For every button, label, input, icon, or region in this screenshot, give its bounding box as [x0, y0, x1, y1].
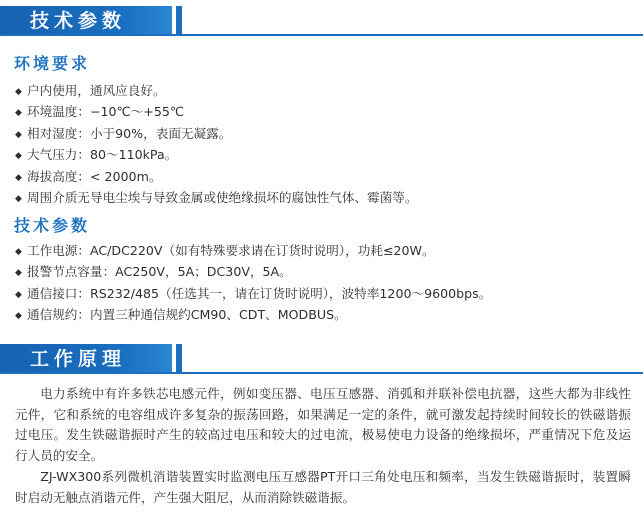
principle-paragraph-1: 电力系统中有许多铁芯电感元件，例如变压器、电压互感器、消弧和并联补偿电抗器，这些大都为非线性元件，它和系统的电容组成许多复杂的振荡回路，如果满足一定的条件，就可激发起持续时间较长的铁磁谐振过电压。发生铁磁谐振时产生的较高过电压和较大的过电流，极易使电力设备的绝缘损坏，严重情况下危及运行人员的安全。 — [15, 386, 631, 463]
technical-title: 技术参数 — [14, 216, 91, 235]
diamond-bullet-icon: ◆ — [15, 108, 22, 119]
tech-params-banner-rule — [0, 34, 643, 36]
principle-paragraph-2: ZJ-WX300系列微机消谐装置实时监测电压互感器PT开口三角处电压和频率，当发生铁磁谐振时，装置瞬时启动无触点消谐元件，产生强大阻尼，从而消除铁磁谐振。 — [15, 469, 631, 505]
list-item: ◆ 大气压力：80～110kPa。 — [15, 145, 417, 166]
environment-list — [15, 81, 417, 209]
diamond-bullet-icon: ◆ — [15, 268, 22, 279]
list-item: ◆ 通信接口：RS232/485（任选其一，请在订货时说明），波特率1200～9600bps。 — [15, 284, 491, 305]
diamond-bullet-icon: ◆ — [15, 151, 22, 162]
diamond-bullet-icon: ◆ — [15, 194, 22, 205]
list-item: ◆ 相对湿度：小于90%，表面无凝露。 — [15, 124, 417, 145]
working-principle-banner-title: 工作原理 — [30, 348, 127, 370]
list-item: ◆ 海拔高度：< 2000m。 — [15, 167, 417, 188]
list-item: ◆ 工作电源：AC/DC220V（如有特殊要求请在订货时说明），功耗≤20W。 — [15, 241, 491, 262]
diamond-bullet-icon: ◆ — [15, 87, 22, 97]
list-item: ◆ 户内使用，通风应良好。 — [15, 81, 417, 102]
list-item: ◆ 环境温度：−10℃～+55℃ — [15, 102, 417, 123]
diamond-bullet-icon: ◆ — [15, 172, 22, 183]
technical-list — [15, 241, 491, 327]
working-principle-banner-rule — [0, 372, 643, 374]
working-principle-banner — [0, 344, 172, 374]
diamond-bullet-icon: ◆ — [15, 129, 22, 140]
list-item: ◆ 周围介质无导电尘埃与导致金属或使绝缘损坏的腐蚀性气体、霉菌等。 — [15, 188, 417, 209]
diamond-bullet-icon: ◆ — [15, 311, 22, 322]
tech-params-banner-title: 技术参数 — [30, 10, 127, 32]
diamond-bullet-icon: ◆ — [15, 247, 22, 257]
list-item: ◆ 通信规约：内置三种通信规约CM90、CDT、MODBUS。 — [15, 305, 491, 326]
tech-params-banner — [0, 6, 172, 36]
environment-title: 环境要求 — [14, 54, 91, 73]
list-item: ◆ 报警节点容量：AC250V，5A；DC30V，5A。 — [15, 262, 491, 283]
diamond-bullet-icon: ◆ — [15, 289, 22, 300]
